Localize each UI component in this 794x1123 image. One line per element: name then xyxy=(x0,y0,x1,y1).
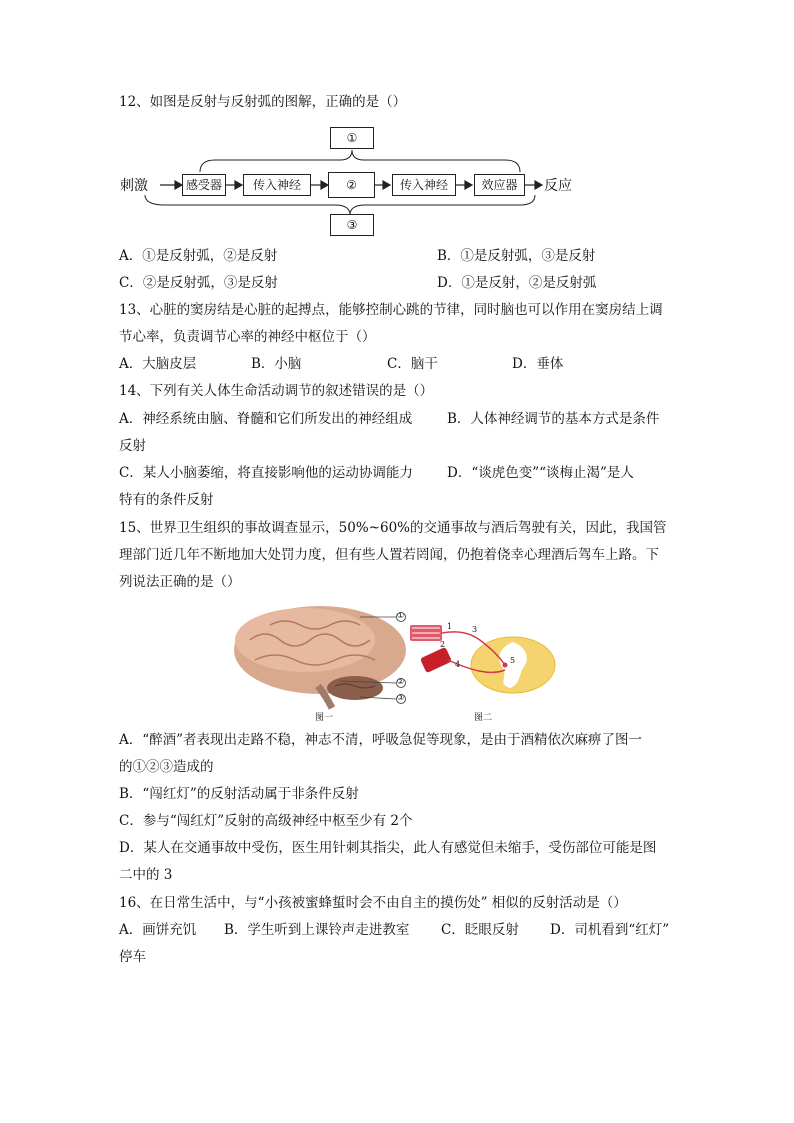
receptor-box: 感受器 xyxy=(182,174,226,196)
q14-option-d: D．“谈虎色变”“谈梅止渴”是人 xyxy=(447,465,634,481)
box-bottom-3: ③ xyxy=(330,214,374,236)
q14-option-b: B．人体神经调节的基本方式是条件 xyxy=(447,411,660,427)
q15-stem-line3: 列说法正确的是（） xyxy=(119,574,241,590)
q14-option-b-cont: 反射 xyxy=(119,438,146,454)
reflex-mark-3: 3 xyxy=(472,625,478,634)
q14-stem: 14、下列有关人体生命活动调节的叙述错误的是（） xyxy=(119,383,434,399)
efferent-nerve-box: 传入神经 xyxy=(392,174,456,196)
center-box-2: ② xyxy=(328,172,375,198)
q16-option-a: A．画饼充饥 xyxy=(119,922,197,938)
afferent-nerve-box: 传入神经 xyxy=(243,174,311,196)
response-label: 反应 xyxy=(544,178,572,194)
q14-option-d-cont: 特有的条件反射 xyxy=(119,492,214,508)
stimulus-label: 刺激 xyxy=(120,178,148,194)
q14-option-a: A．神经系统由脑、脊髓和它们所发出的神经组成 xyxy=(119,411,413,427)
q15-option-c: C．参与“闯红灯”反射的高级神经中枢至少有 2个 xyxy=(119,813,413,829)
q13-option-b: B．小脑 xyxy=(251,356,302,372)
q15-option-b: B．“闯红灯”的反射活动属于非条件反射 xyxy=(119,786,359,802)
q15-option-d: D．某人在交通事故中受伤，医生用针刺其指尖，此人有感觉但未缩手，受伤部位可能是图 xyxy=(119,840,657,856)
q13-option-a: A．大脑皮层 xyxy=(119,356,197,372)
brain-illustration xyxy=(234,606,406,708)
q12-option-a: A．①是反射弧，②是反射 xyxy=(119,248,278,264)
q13-option-d: D．垂体 xyxy=(512,356,564,372)
q15-option-a: A．“醉酒”者表现出走路不稳，神志不清，呼吸急促等现象，是由于酒精依次麻痹了图一 xyxy=(119,732,643,748)
effector-box: 效应器 xyxy=(474,174,525,196)
q13-stem-line1: 13、心脏的窦房结是心脏的起搏点，能够控制心跳的节律，同时脑也可以作用在窦房结上调 xyxy=(119,302,663,318)
spinal-reflex-illustration xyxy=(410,625,555,693)
reflex-mark-1: 1 xyxy=(447,622,453,631)
q12-option-b: B．①是反射弧，③是反射 xyxy=(437,248,596,264)
reflex-mark-2: 2 xyxy=(440,640,446,649)
q12-stem: 12、如图是反射与反射弧的图解，正确的是（） xyxy=(119,94,407,110)
brain-mark-3: ③ xyxy=(397,693,405,702)
figure-2-caption: 图二 xyxy=(474,713,493,723)
q15-stem-line2: 理部门近几年不断地加大处罚力度，但有些人置若罔闻，仍抱着侥幸心理酒后驾车上路。下 xyxy=(119,547,659,563)
q15-stem-line1: 15、世界卫生组织的事故调查显示，50%~60%的交通事故与酒后驾驶有关，因此，我国管 xyxy=(119,520,667,536)
q12-option-c: C．②是反射弧，③是反射 xyxy=(119,275,278,291)
box-top-1: ① xyxy=(330,127,374,149)
q16-option-c: C．眨眼反射 xyxy=(441,922,519,938)
brain-mark-2: ② xyxy=(397,677,405,686)
q16-option-d-cont: 停车 xyxy=(119,949,146,965)
q12-option-d: D．①是反射，②是反射弧 xyxy=(437,275,597,291)
q16-option-b: B．学生听到上课铃声走进教室 xyxy=(224,922,410,938)
reflex-mark-5: 5 xyxy=(510,656,516,665)
q14-option-c: C．某人小脑萎缩，将直接影响他的运动协调能力 xyxy=(119,465,413,481)
q13-option-c: C．脑干 xyxy=(387,356,438,372)
q16-option-d: D．司机看到“红灯” xyxy=(550,922,670,938)
brain-mark-1: ① xyxy=(397,611,405,620)
figure-1-caption: 图一 xyxy=(315,713,334,723)
q13-stem-line2: 节心率，负责调节心率的神经中枢位于（） xyxy=(119,329,376,345)
reflex-mark-4: 4 xyxy=(455,660,461,669)
q15-option-a-cont: 的①②③造成的 xyxy=(119,759,214,775)
q15-option-d-cont: 二中的 3 xyxy=(119,867,173,883)
q16-stem: 16、在日常生活中，与“小孩被蜜蜂蜇时会不由自主的摸伤处” 相似的反射活动是（） xyxy=(119,895,627,911)
